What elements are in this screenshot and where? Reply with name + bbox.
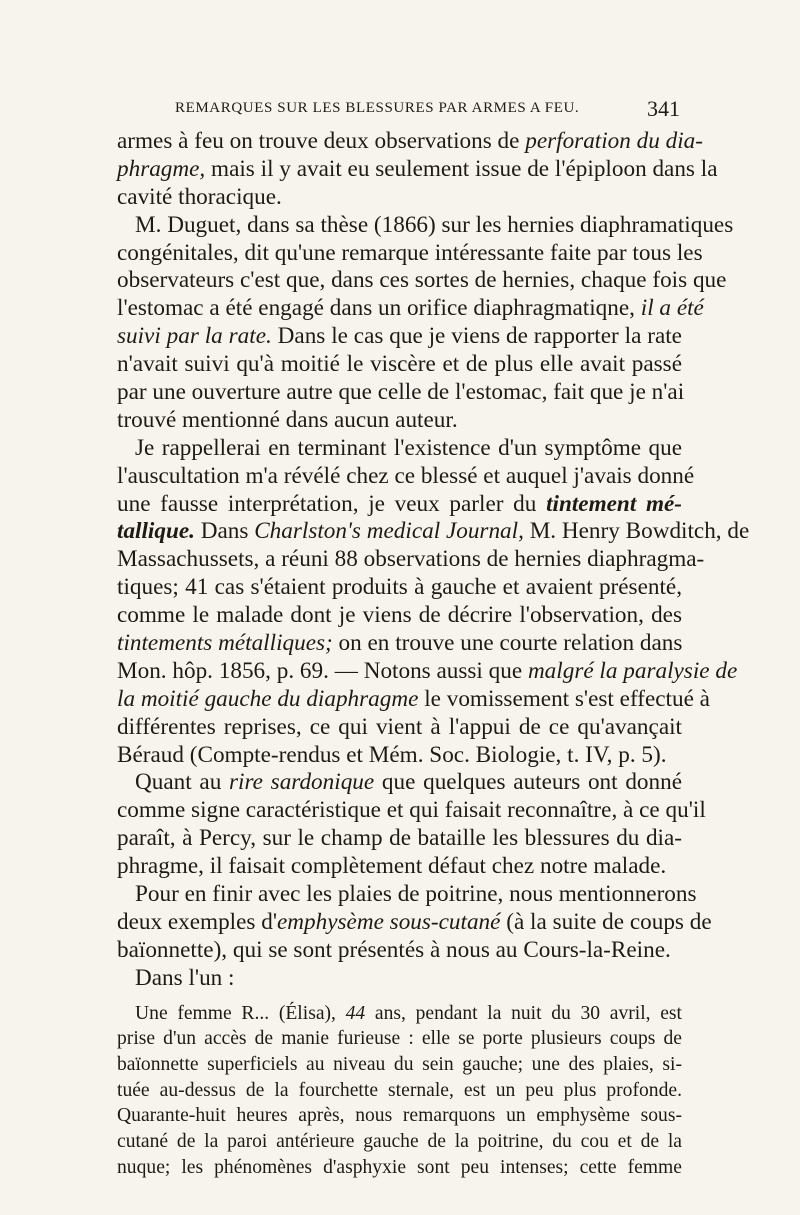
text-line — [117, 965, 682, 993]
text-segment: mais il y avait eu seulement issue de l'épiploon dans la — [205, 155, 718, 182]
text-segment: prise d'un accès de manie furieuse : elle se porte plusieurs coups de — [117, 1028, 682, 1050]
text-segment: Une femme R... (Élisa), — [135, 1002, 346, 1024]
emphasis-text: suivi par la rate. — [117, 323, 272, 350]
text-line — [117, 769, 682, 797]
text-line — [117, 714, 682, 742]
text-line — [117, 351, 682, 379]
text-segment: M. Henry Bowditch, de — [523, 518, 750, 545]
text-segment: deux exemples d' — [117, 908, 278, 935]
text-line — [117, 267, 727, 295]
text-line — [117, 1155, 682, 1181]
text-line — [117, 128, 704, 156]
text-line — [117, 1129, 682, 1155]
text-line — [117, 155, 718, 184]
text-line — [117, 323, 682, 351]
text-segment: trouvé mentionné dans aucun auteur. — [117, 406, 458, 433]
text-line — [117, 825, 682, 853]
text-segment: Je rappellerai en terminant l'existence d'un symptôme que — [135, 434, 682, 461]
text-line — [117, 239, 703, 268]
text-line — [117, 491, 682, 519]
emphasis-text: emphysème sous-cutané — [277, 908, 501, 935]
text-line — [117, 881, 697, 909]
body-text — [117, 128, 750, 1180]
text-line — [117, 1001, 682, 1027]
text-segment: Quarante-huit heures après, nous remarquons un emphysème sous- — [117, 1105, 682, 1127]
running-header — [117, 94, 682, 120]
text-segment: le vomissement s'est effectué à — [418, 685, 710, 712]
emphasis-text: tintements métalliques; — [117, 630, 333, 657]
text-segment: une fausse interprétation, je veux parler du — [117, 490, 547, 517]
text-segment: que quelques auteurs ont donné — [374, 769, 682, 796]
text-segment: (à la suite de coups de — [500, 908, 712, 935]
emphasis-text: phragme, — [117, 155, 206, 182]
text-segment: l'estomac a été engagé dans un orifice diaphragmatiqne, — [117, 295, 641, 322]
emphasis-text: tintement mé- — [546, 490, 683, 517]
text-segment: tuée au-dessus de la fourchette sternale, est un peu plus profonde. — [117, 1079, 682, 1101]
emphasis-text: 44 — [345, 1002, 366, 1024]
text-line — [117, 1103, 682, 1129]
text-line — [117, 435, 682, 463]
text-segment: congénitales, dit qu'une remarque intéressante faite par tous les — [117, 239, 703, 266]
text-line — [117, 546, 705, 574]
text-segment: armes à feu on trouve deux observations de — [117, 128, 526, 154]
text-line — [117, 379, 685, 407]
text-segment: comme signe caractéristique et qui faisait reconnaître, à ce qu'il — [117, 797, 706, 824]
text-segment: Pour en finir avec les plaies de poitrine, nous mentionnerons — [135, 881, 697, 908]
text-segment: cutané de la paroi antérieure gauche de la poitrine, du cou et de la — [117, 1131, 682, 1153]
text-line — [117, 211, 734, 240]
text-segment: par une ouverture autre que celle de l'estomac, fait que je n'ai — [117, 379, 685, 406]
text-segment: Dans — [194, 518, 255, 545]
text-line — [117, 685, 710, 714]
text-line — [117, 1078, 682, 1104]
text-segment: paraît, à Percy, sur le champ de bataille les blessures du dia- — [117, 825, 682, 852]
text-line — [117, 937, 682, 965]
text-segment: différentes reprises, ce qui vient à l'appui de ce qu'avançait — [117, 713, 682, 740]
text-line — [117, 184, 682, 212]
emphasis-text: rire sardonique — [229, 769, 375, 796]
text-segment: cavité thoracique. — [117, 183, 282, 210]
emphasis-text: Charlston's medical Journal, — [254, 518, 524, 545]
emphasis-text: la moitié gauche du diaphragme — [117, 685, 419, 712]
text-segment: ans, pendant la nuit du 30 avril, est — [365, 1002, 683, 1024]
text-segment: l'auscultation m'a révélé chez ce blessé et auquel j'avais donné — [117, 462, 695, 489]
text-line — [117, 1026, 682, 1052]
text-segment: baïonnette superficiels au niveau du sein gauche; une des plaies, si- — [117, 1053, 682, 1075]
text-line — [117, 407, 682, 435]
emphasis-text: tallique. — [117, 518, 195, 545]
text-segment: observateurs c'est que, dans ces sortes de hernies, chaque fois que — [117, 267, 727, 294]
main-paragraphs — [117, 128, 750, 993]
text-segment: nuque; les phénomènes d'asphyxie sont peu intenses; cette femme — [117, 1156, 682, 1178]
text-segment: Quant au — [135, 769, 230, 796]
text-line — [117, 908, 712, 937]
text-line — [117, 574, 682, 602]
text-segment: on en trouve une courte relation dans — [332, 630, 683, 657]
text-line — [117, 853, 682, 881]
text-segment: Béraud (Compte-rendus et Mém. Soc. Biologie, t. IV, p. 5). — [117, 741, 667, 768]
text-line — [117, 462, 695, 491]
text-segment: comme le malade dont je viens de décrire l'observation, des — [117, 602, 682, 629]
text-line — [117, 742, 682, 770]
text-segment: baïonnette), qui se sont présentés à nous au Cours-la-Reine. — [117, 936, 671, 963]
text-line — [117, 295, 704, 323]
text-segment: M. Duguet, dans sa thèse (1866) sur les hernies diaphramatiques — [135, 211, 734, 238]
text-line — [117, 602, 682, 630]
text-line — [117, 518, 750, 546]
text-segment: tiques; 41 cas s'étaient produits à gauche et avaient présenté, — [117, 574, 682, 601]
emphasis-text: il a été — [640, 295, 704, 322]
text-segment: Dans l'un : — [135, 964, 235, 991]
text-segment: Mon. hôp. 1856, p. 69. — Notons aussi que — [117, 657, 528, 684]
text-line — [117, 1052, 682, 1078]
text-line — [117, 657, 738, 686]
emphasis-text: perforation du dia- — [525, 128, 704, 154]
text-line — [117, 630, 682, 658]
emphasis-text: malgré la paralysie de — [527, 657, 738, 684]
case-report-excerpt — [117, 1001, 682, 1181]
text-segment: n'avait suivi qu'à moitié le viscère et de plus elle avait passé — [117, 351, 682, 378]
text-segment: phragme, il faisait complètement défaut chez notre malade. — [117, 853, 667, 880]
text-line — [117, 797, 706, 825]
page-number: 341 — [647, 96, 680, 121]
text-segment: Dans le cas que je viens de rapporter la rate — [271, 323, 682, 350]
running-title: REMARQUES SUR LES BLESSURES PAR ARMES A FEU. — [175, 100, 580, 116]
text-segment: Massachussets, a réuni 88 observations de hernies diaphragma- — [117, 546, 705, 573]
